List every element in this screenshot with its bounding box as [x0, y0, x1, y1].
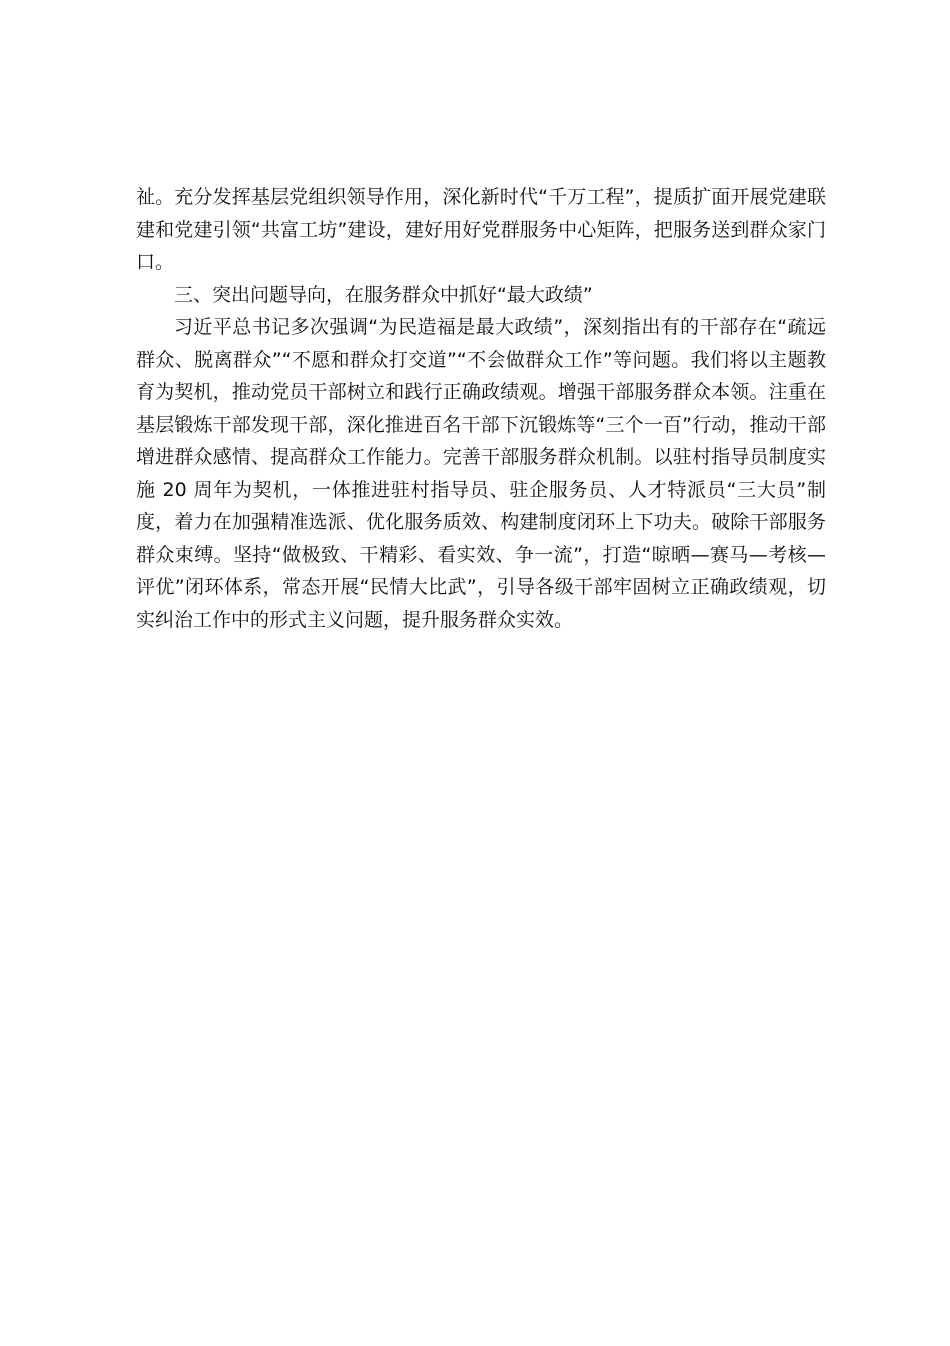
- section-heading: 三、突出问题导向，在服务群众中抓好“最大政绩”: [174, 283, 593, 306]
- document-body: [136, 181, 826, 636]
- paragraph-continuation: 祉。充分发挥基层党组织领导作用，深化新时代“千万工程”，提质扩面开展党建联建和党建引领“共富工坊”建设，建好用好党群服务中心矩阵，把服务送到群众家门口。: [136, 186, 826, 273]
- body-paragraph: 习近平总书记多次强调“为民造福是最大政绩”，深刻指出有的干部存在“疏远群众、脱离群众”“不愿和群众打交道”“不会做群众工作”等问题。我们将以主题教育为契机，推动党员干部树立和践行正确政绩观。增强干部服务群众本领。注重在基层锻炼干部发现干部，深化推进百名干部下沉锻炼等“三个一百”行动，推动干部增进群众感情、提高群众工作能力。完善干部服务群众机制。以驻村指导员制度实施 20 周年为契机，一体推进驻村指导员、驻企服务员、人才特派员“三大员”制度，着力在加强精准选派、优化服务质效、构建制度闭环上下功夫。破除干部服务群众束缚。坚持“做极致、干精彩、看实效、争一流”，打造“晾晒—赛马—考核—评优”闭环体系，常态开展“民情大比武”，引导各级干部牢固树立正确政绩观，切实纠治工作中的形式主义问题，提升服务群众实效。: [136, 316, 826, 631]
